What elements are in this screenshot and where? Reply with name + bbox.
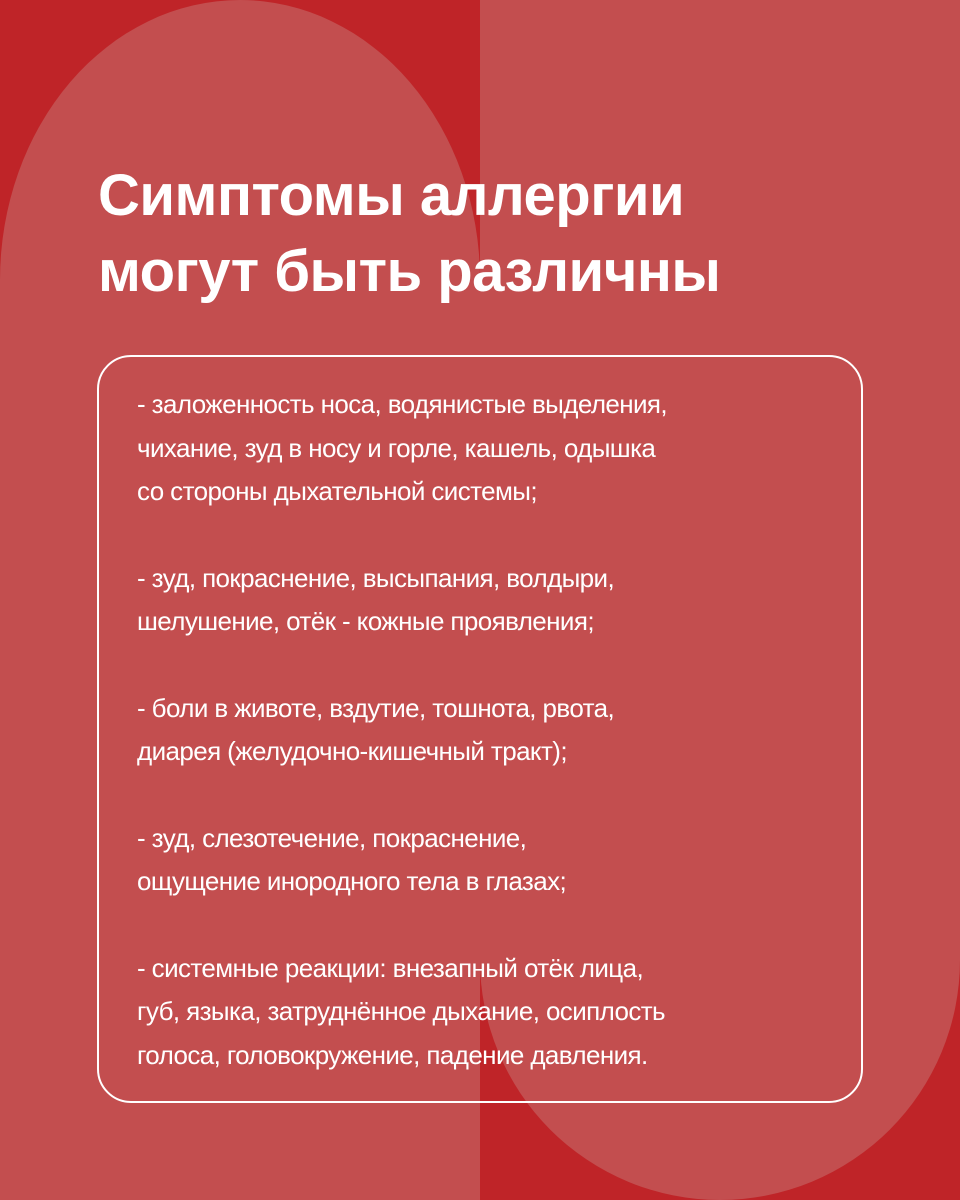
symptom-skin: - зуд, покраснение, высыпания, волдыри, шелушение, отёк - кожные проявления; [137,562,615,636]
symptoms-card [97,355,863,1103]
symptoms-list [137,383,847,1077]
symptom-respiratory: - заложенность носа, водянистые выделения, чихание, зуд в носу и горле, кашель, одышка со стороны дыхательной системы; [137,389,668,506]
symptom-digestive: - боли в животе, вздутие, тошнота, рвота, диарея (желудочно-кишечный тракт); [137,692,615,766]
page-title: Симптомы аллергии могут быть различны [98,163,721,304]
symptom-eyes: - зуд, слезотечение, покраснение, ощущение инородного тела в глазах; [137,822,567,896]
symptom-systemic: - системные реакции: внезапный отёк лица, губ, языка, затруднённое дыхание, осиплость голоса, головокружение, падение давления. [137,952,665,1070]
